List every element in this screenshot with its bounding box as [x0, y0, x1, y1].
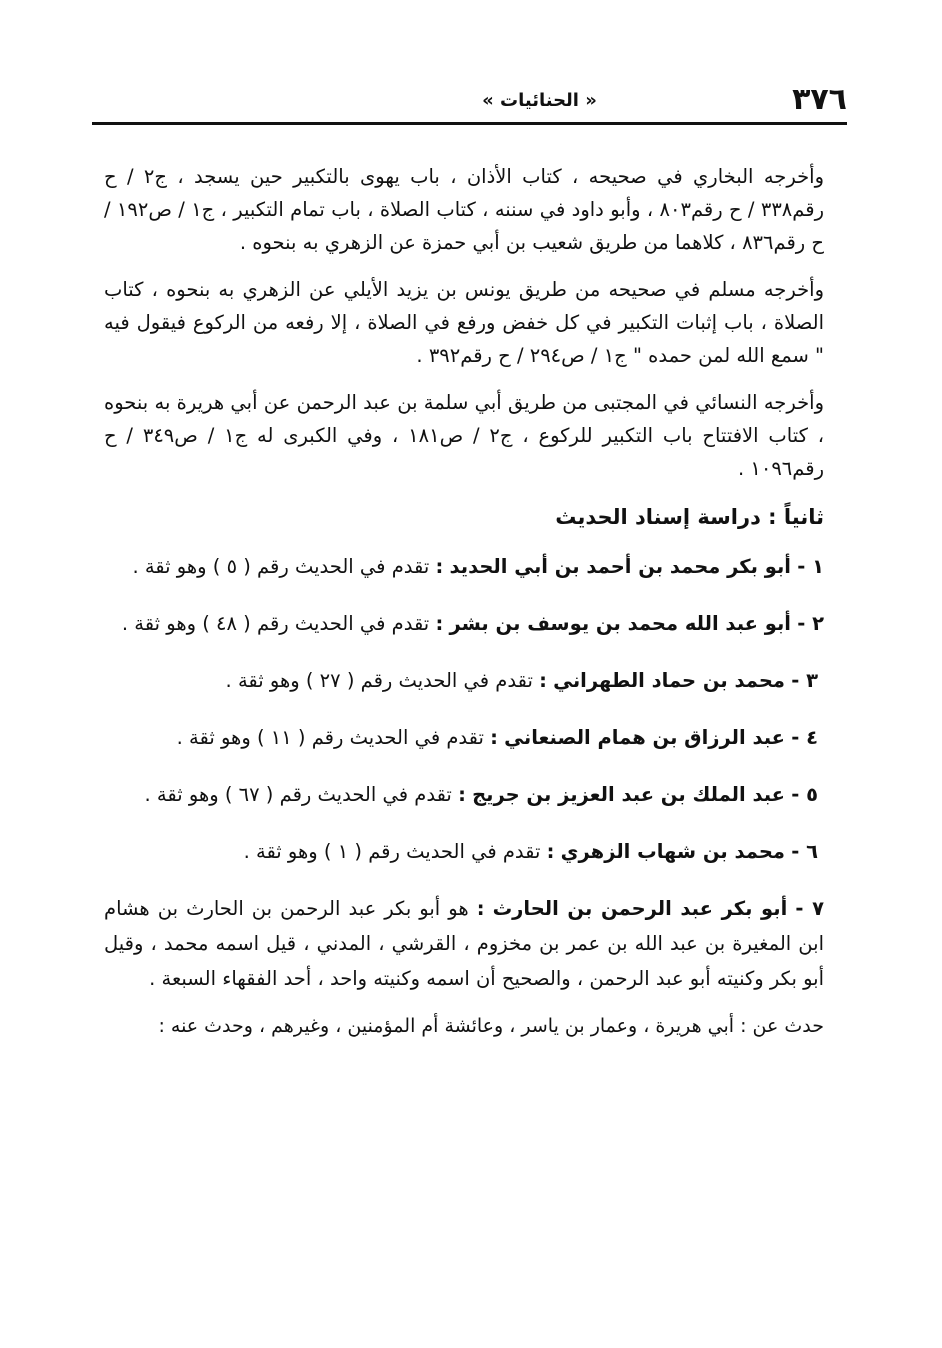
narrator-number: ٧ -: [795, 897, 824, 920]
page-body: [104, 160, 824, 1043]
narrator-text: تقدم في الحديث رقم ( ٤٨ ) وهو ثقة .: [121, 612, 430, 635]
narrator-name: محمد بن شهاب الزهري: [560, 840, 785, 863]
narrator-text: تقدم في الحديث رقم ( ٦٧ ) وهو ثقة .: [144, 783, 452, 806]
narrator-name: أبو بكر محمد بن أحمد بن أبي الحديد: [449, 555, 791, 578]
narrator-name: أبو بكر عبد الرحمن بن الحارث: [492, 897, 788, 920]
page-number: ٣٧٦: [792, 82, 847, 117]
narrator-item: [104, 549, 824, 584]
narrator-number: ٢ -: [797, 612, 824, 635]
narrator-number: ٣ -: [791, 669, 818, 692]
narrator-item: [104, 663, 824, 698]
narrator-text: هو أبو بكر عبد الرحمن بن الحارث بن هشام ابن المغيرة بن عبد الله بن عمر بن مخزوم ، القرشي ، المدني ، قيل اسمه محمد ، وقيل أبو بكر وكنيته أبو عبد الرحمن ، والصحيح أن اسمه وكنيته واحد ، أحد الفقهاء السبعة .: [104, 897, 824, 990]
narrator-item: [104, 777, 824, 812]
narrator-separator: :: [476, 897, 485, 920]
narrator-text: تقدم في الحديث رقم ( ٥ ) وهو ثقة .: [132, 555, 430, 578]
narrator-item: [104, 606, 824, 641]
running-title: « الحنائيات »: [482, 90, 597, 111]
narrator-separator: :: [458, 783, 466, 806]
page-header: [92, 80, 847, 122]
narrator-separator: :: [539, 669, 547, 692]
section-heading: ثانياً : دراسة إسناد الحديث: [555, 505, 824, 529]
narrator-item: [104, 834, 824, 869]
narrator-number: ٥ -: [791, 783, 818, 806]
narrator-separator: :: [435, 555, 444, 578]
narrator-name: محمد بن حماد الطهراني: [553, 669, 785, 692]
paragraph-muslim: وأخرجه مسلم في صحيحه من طريق يونس بن يزيد الأيلي عن الزهري به بنحوه ، كتاب الصلاة ، باب إثبات التكبير في كل خفض ورفع في الصلاة ، إلا رفعه من الركوع فيقول فيه " سمع الله لمن حمده " ج١ / ص٢٩٤ / ح رقم٣٩٢ .: [104, 278, 824, 367]
narrator-number: ١ -: [797, 555, 824, 578]
narrator-number: ٦ -: [791, 840, 818, 863]
paragraph-nasai: وأخرجه النسائي في المجتبى من طريق أبي سلمة بن عبد الرحمن عن أبي هريرة به بنحوه ، كتاب الافتتاح باب التكبير للركوع ، ج٢ / ص١٨١ ، وفي الكبرى له ج١ / ص٣٤٩ / ح رقم١٠٩٦ .: [104, 391, 825, 480]
narrator-separator: :: [546, 840, 555, 863]
paragraph-bukhari: وأخرجه البخاري في صحيحه ، كتاب الأذان ، باب يهوى بالتكبير حين يسجد ، ج٢ / ح رقم٣٣٨ / ح رقم٨٠٣ ، وأبو داود في سننه ، كتاب الصلاة ، باب تمام التكبير ، ج١ / ص١٩٢ / ح رقم٨٣٦ ، كلاهما من طريق شعيب بن أبي حمزة عن الزهري به بنحوه .: [104, 165, 824, 254]
header-rule: [92, 122, 847, 125]
narrator-number: ٤ -: [791, 726, 818, 749]
narrator-text: تقدم في الحديث رقم ( ١ ) وهو ثقة .: [243, 840, 541, 863]
narrator-separator: :: [490, 726, 498, 749]
narrator-text: تقدم في الحديث رقم ( ١١ ) وهو ثقة .: [176, 726, 484, 749]
narrated-from-line: حدث عن : أبي هريرة ، وعمار بن ياسر ، وعائشة أم المؤمنين ، وغيرهم ، وحدث عنه :: [158, 1015, 824, 1037]
narrator-item: [104, 891, 824, 996]
narrator-text: تقدم في الحديث رقم ( ٢٧ ) وهو ثقة .: [225, 669, 533, 692]
narrator-name: أبو عبد الله محمد بن يوسف بن بشر: [449, 612, 791, 635]
narrator-item: [104, 720, 824, 755]
narrator-name: عبد الملك بن عبد العزيز بن جريج: [472, 783, 785, 806]
narrator-separator: :: [435, 612, 444, 635]
narrator-name: عبد الرزاق بن همام الصنعاني: [504, 726, 785, 749]
